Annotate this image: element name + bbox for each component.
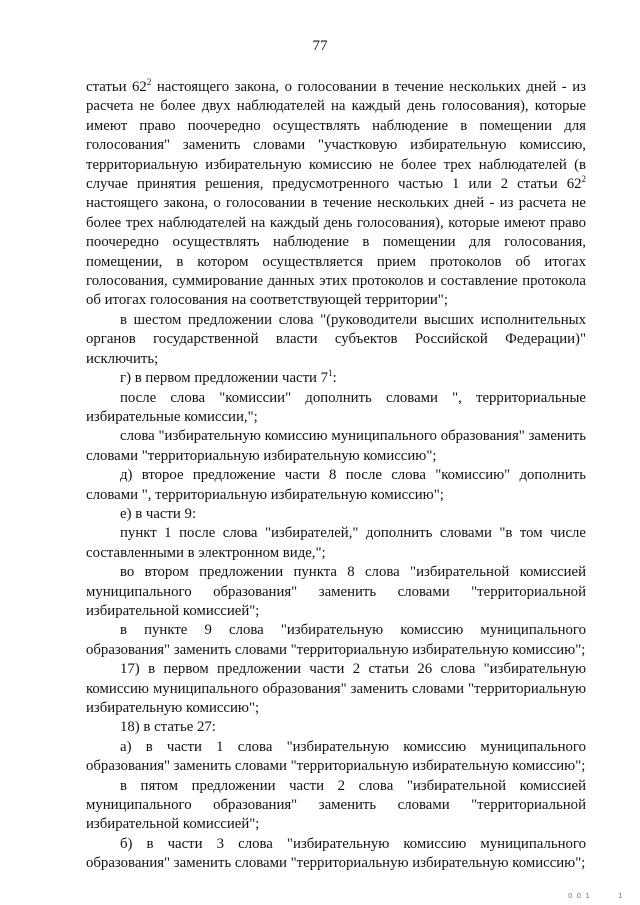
page-number: 77	[312, 38, 328, 54]
footer-mark-2: 1	[618, 892, 623, 900]
paragraph: е) в части 9:	[120, 505, 197, 522]
paragraph: слова "избирательную комиссию муниципального образования" заменить словами "территориальную избирательную комиссию";	[86, 428, 586, 464]
paragraph: в пункте 9 слова "избирательную комиссию муниципального образования" заменить словами "территориальную избирательную комиссию";	[86, 622, 586, 658]
paragraph: б) в части 3 слова "избирательную комиссию муниципального образования" заменить словами "территориальную избирательную комиссию";	[86, 835, 586, 872]
paragraph: 18) в статье 27:	[120, 719, 216, 736]
paragraph: а) в части 1 слова "избирательную комиссию муниципального образования" заменить словами "территориальную избирательную комиссию";	[86, 738, 586, 775]
paragraph: пункт 1 после слова "избирателей," дополнить словами "в том числе составленными в электронном виде,";	[86, 525, 586, 561]
paragraph: 17) в первом предложении части 2 статьи 26 слова "избирательную комиссию муниципального образования" заменить словами "территориальную избирательную комиссию";	[86, 661, 586, 716]
paragraph: во втором предложении пункта 8 слова "избирательной комиссией муниципального образования" заменить словами "территориальной избирательной комиссией";	[86, 564, 586, 619]
paragraph: статьи $62^2$ настоящего закона, о голосовании в течение нескольких дней - из расчета не более двух наблюдателей на каждый день голосования), которые имеют право поочередно осуществлять наблюдение в помещении для голосования" заменить словами "участковую избирательную комиссию, территориальную избирательную комиссию не более трех наблюдателей (в случае принятия решения, предусмотренного частью 1 или 2 статьи $62^2$ настоящего закона, о голосовании в течение нескольких дней - из расчета не более трех наблюдателей на каждый день голосования), которые имеют право поочередно осуществлять наблюдение в помещении для голосования, помещении, в котором осуществляется прием протоколов об итогах голосования, суммирование данных этих протоколов и составление протокола об итогах голосования на соответствующей территории";	[86, 77, 587, 309]
paragraph: в пятом предложении части 2 слова "избирательной комиссией муниципального образования" заменить словами "территориальной избирательной комиссией";	[86, 777, 586, 833]
paragraph: г) в первом предложении части $7^1$:	[120, 368, 337, 387]
paragraph: в шестом предложении слова "(руководители высших исполнительных органов государственной власти субъектов Российской Федерации)" исключить;	[86, 311, 586, 367]
footer-mark: 0 0 1	[568, 892, 591, 900]
document-body	[86, 78, 586, 874]
paragraph: после слова "комиссии" дополнить словами ", территориальные избирательные комиссии,";	[86, 389, 586, 425]
paragraph: д) второе предложение части 8 после слова "комиссию" дополнить словами ", территориальную избирательную комиссию";	[86, 467, 586, 503]
